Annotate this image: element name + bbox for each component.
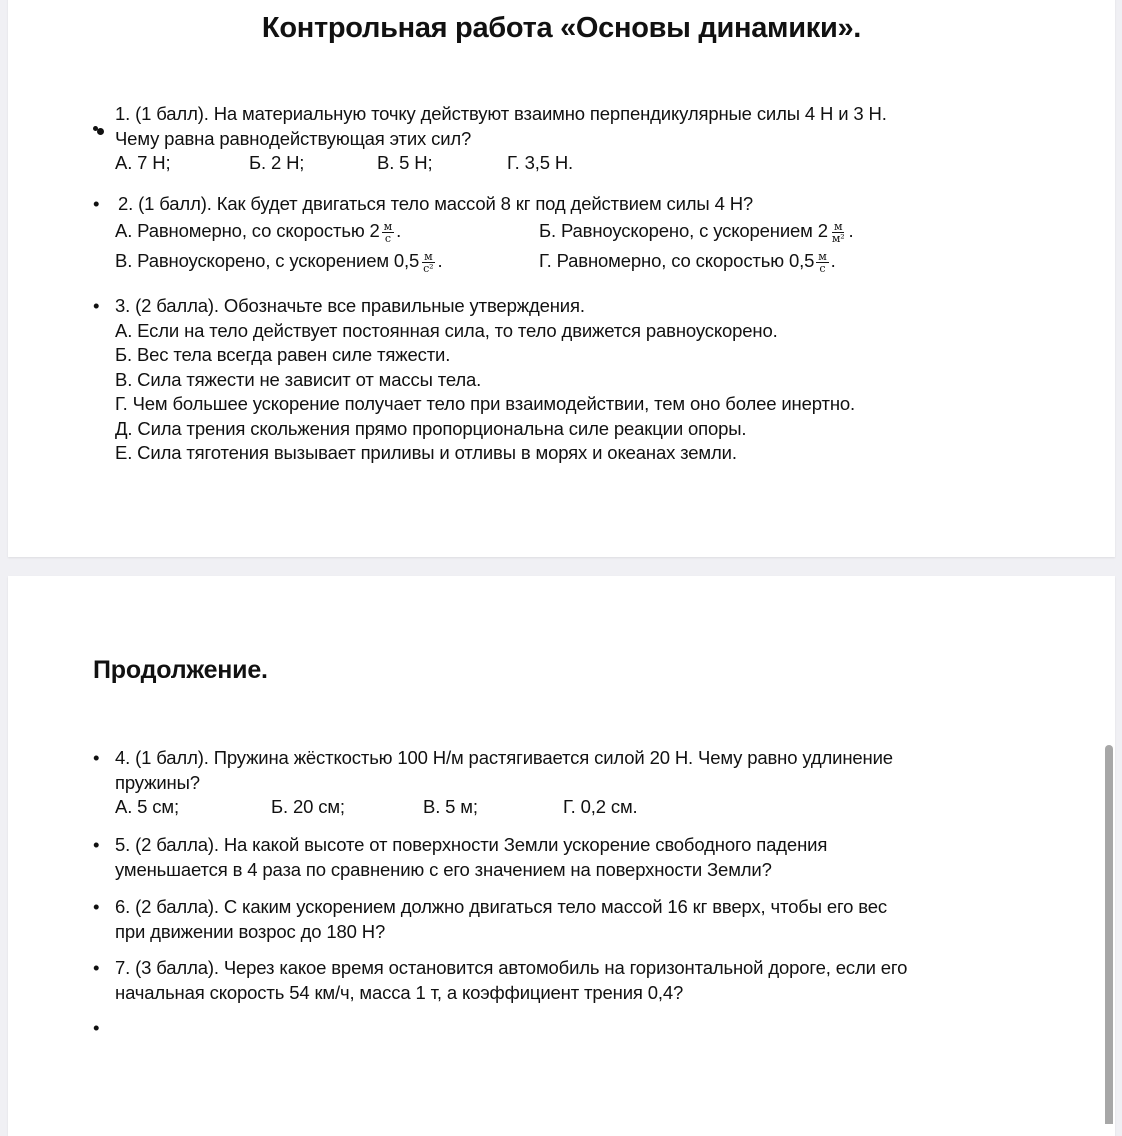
option-a: А. Равномерно, со скоростью 2 $\frac{м}{с}$ . (115, 219, 402, 245)
fraction: $\frac{м}{с}$ (818, 249, 827, 275)
option-b: Б. Вес тела всегда равен силе тяжести. (115, 344, 451, 365)
option-a: А. Если на тело действует постоянная сила, то тело движется равноускорено. (115, 319, 778, 341)
bullet-icon: • (93, 295, 100, 316)
bullet-icon (93, 102, 113, 127)
question-5-text: 5. (2 балла). На какой высоте от поверхности Земли ускорение свободного падения (115, 834, 828, 855)
question-2 (93, 192, 854, 277)
option-e: Е. Сила тяготения вызывает приливы и отливы в морях и океанах земли. (115, 442, 737, 463)
option-v: В. 5 м; (423, 796, 478, 817)
question-2-text: 2. (1 балл). Как будет двигаться тело массой 8 кг под действием силы 4 Н? (118, 193, 754, 214)
question-5 (93, 833, 827, 882)
question-6 (93, 895, 887, 944)
bullet-icon: • (93, 193, 100, 214)
question-1-text: 1. (1 балл). На материальную точку действуют взаимно перпендикулярные силы 4 Н и 3 Н. (115, 103, 887, 124)
option-v: В. Сила тяжести не зависит от массы тела. (115, 368, 482, 390)
question-3 (93, 294, 855, 466)
document-page-2 (8, 576, 1115, 1136)
question-6-text: 6. (2 балла). С каким ускорением должно двигаться тело массой 16 кг вверх, чтобы его вес (115, 896, 888, 917)
option-a: А. 5 см; (115, 796, 179, 817)
fraction: $\frac{м}{\text{с²}}$ (423, 249, 434, 275)
question-7 (93, 956, 907, 1005)
question-3-text: 3. (2 балла). Обозначьте все правильные утверждения. (115, 295, 585, 316)
bullet-icon: • (93, 957, 100, 978)
option-b: Б. 2 Н; (249, 152, 305, 173)
document-page-1 (8, 0, 1115, 557)
question-1-options (115, 151, 887, 176)
bullet-icon: • (93, 834, 100, 855)
question-6-text-2: при движении возрос до 180 Н? (115, 920, 386, 942)
bullet-icon: • (93, 896, 100, 917)
question-4 (93, 746, 893, 820)
vertical-scrollbar[interactable] (1105, 745, 1113, 1124)
question-1-text-2: Чему равна равнодействующая этих сил? (115, 127, 472, 149)
option-b: Б. 20 см; (271, 796, 345, 817)
question-1 (93, 102, 887, 176)
question-7-text-2: начальная скорость 54 км/ч, масса 1 т, а коэффициент трения 0,4? (115, 981, 684, 1003)
option-v: В. Равноускорено, с ускорением 0,5 $\frac{м}{\text{с²}}$ . (115, 249, 443, 275)
fraction: $\frac{м}{с}$ (383, 219, 393, 245)
question-5-text-2: уменьшается в 4 раза по сравнению с его значением на поверхности Земли? (115, 858, 772, 880)
bullet-icon: • (93, 747, 100, 768)
option-d: Д. Сила трения скольжения прямо пропорциональна силе реакции опоры. (115, 417, 747, 439)
option-v: В. 5 Н; (377, 152, 433, 173)
option-b: Б. Равноускорено, с ускорением 2 $\frac{м}{\text{м²}}$ . (539, 219, 854, 245)
section-heading: Продолжение. (93, 656, 268, 684)
question-7-text: 7. (3 балла). Через какое время остановится автомобиль на горизонтальной дороге, если его (115, 957, 908, 978)
document-title: Контрольная работа «Основы динамики». (261, 12, 862, 44)
option-g: Г. 0,2 см. (563, 796, 638, 817)
option-g: Г. 3,5 Н. (507, 152, 574, 173)
question-4-text-2: пружины? (115, 771, 200, 793)
fraction: $\frac{м}{\text{м²}}$ (831, 219, 845, 245)
question-4-options (115, 795, 893, 820)
option-g: Г. Чем большее ускорение получает тело при взаимодействии, тем оно более инертно. (115, 393, 856, 414)
question-4-text: 4. (1 балл). Пружина жёсткостью 100 Н/м растягивается силой 20 Н. Чему равно удлинение (115, 747, 893, 768)
option-a: А. 7 Н; (115, 152, 171, 173)
option-g: Г. Равномерно, со скоростью 0,5 $\frac{м}{с}$ . (539, 249, 836, 275)
bullet-icon: • (93, 1017, 100, 1038)
